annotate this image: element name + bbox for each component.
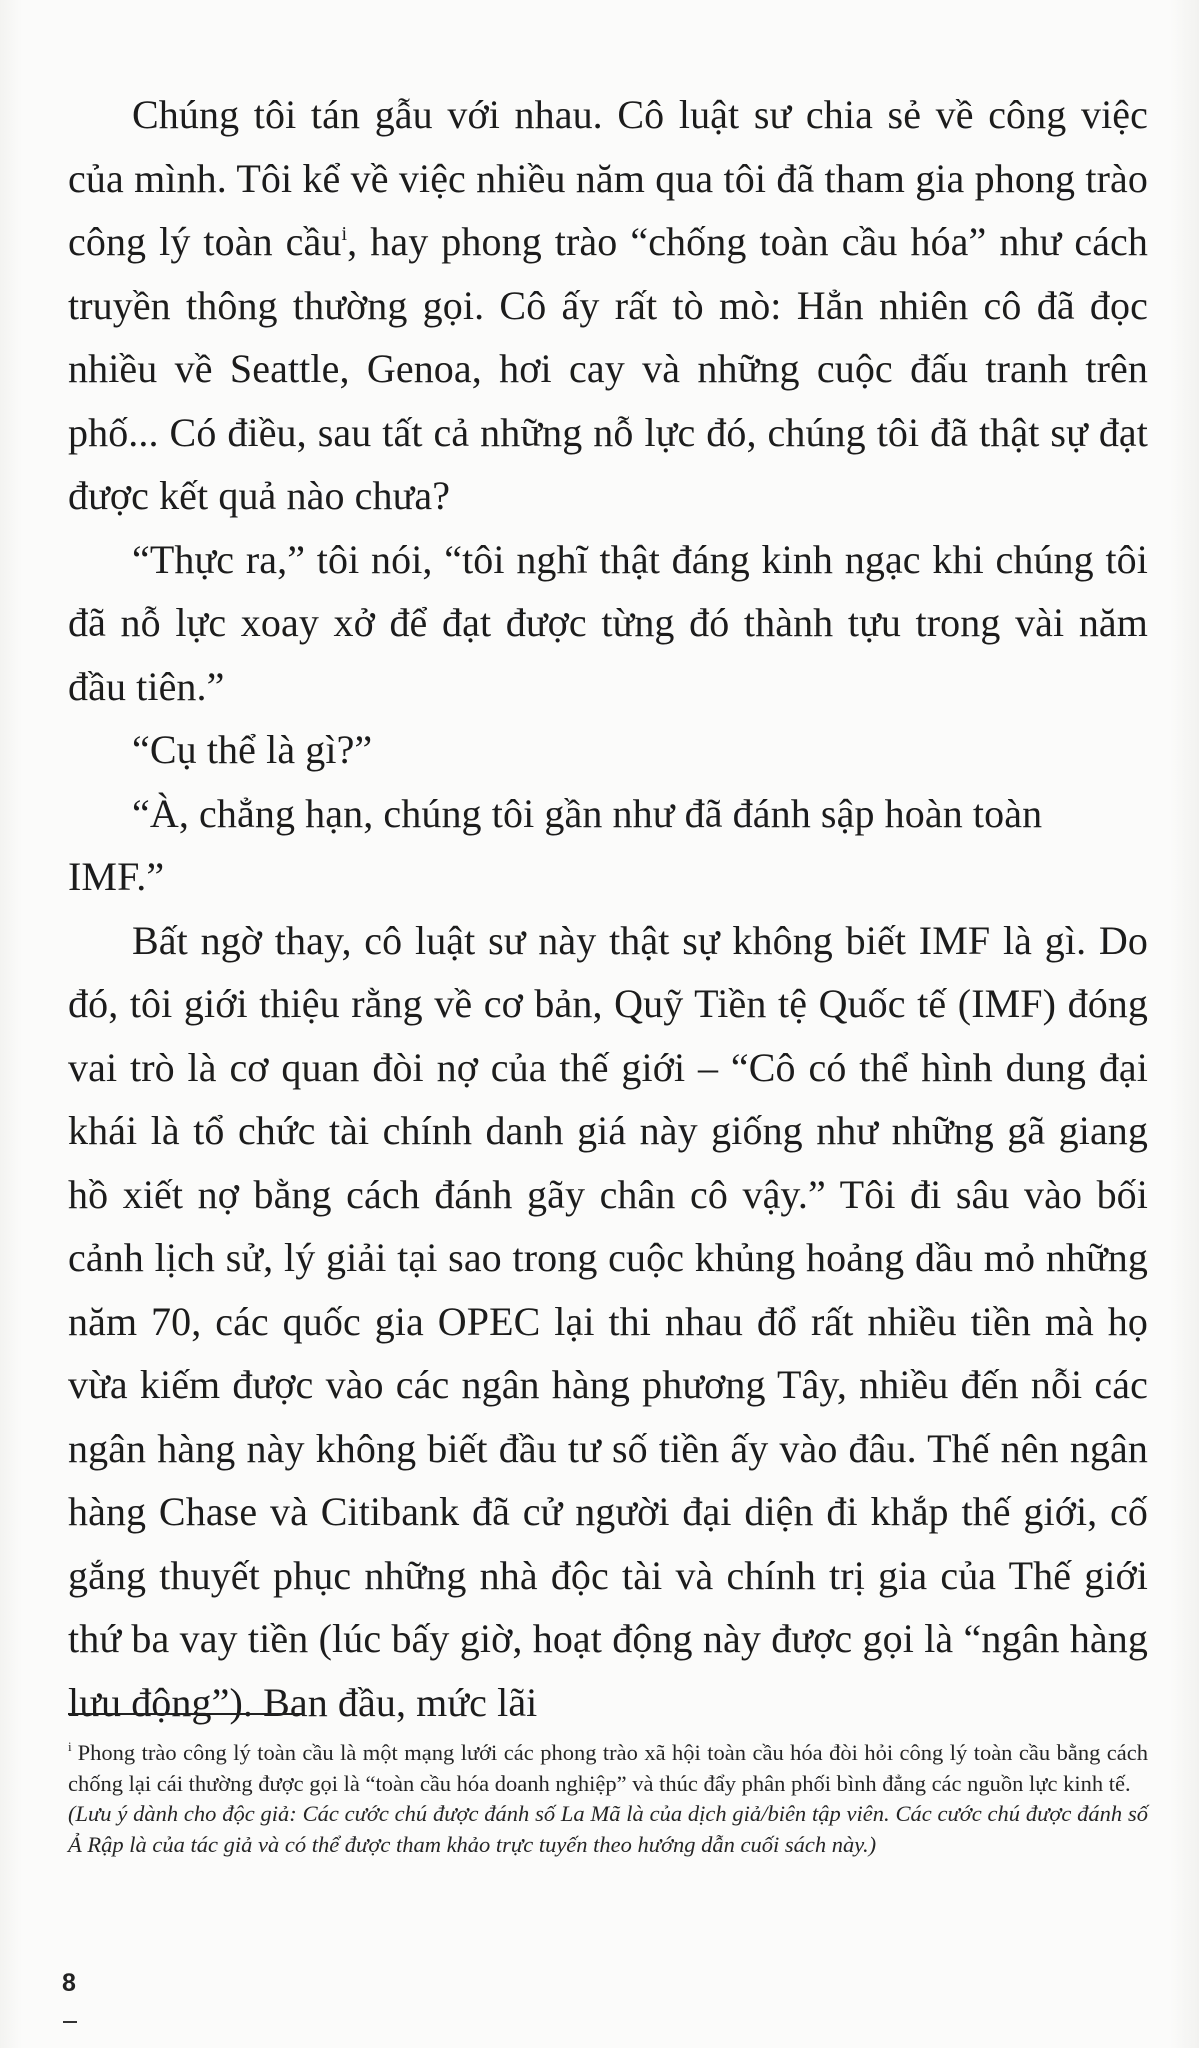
paragraph-2: “Thực ra,” tôi nói, “tôi nghĩ thật đáng kinh ngạc khi chúng tôi đã nỗ lực xoay xở để đạt được từng đó thành tựu trong vài năm đầu tiên.” xyxy=(68,536,1148,709)
footnote-divider xyxy=(68,1713,304,1715)
footnote xyxy=(68,1738,1148,1860)
paragraph-1-text-before-ref: Chúng tôi tán gẫu với nhau. Cô luật sư chia sẻ về công việc của mình. Tôi kể về việc nhiều năm qua tôi đã tham gia phong trào công lý toàn cầu xyxy=(68,92,1148,264)
paragraph-1-text-after-ref: , hay phong trào “chống toàn cầu hóa” như cách truyền thông thường gọi. Cô ấy rất tò mò: Hẳn nhiên cô đã đọc nhiều về Seattle, Genoa, hơi cay và những cuộc đấu tranh trên phố... Có điều, sau tất cả những nỗ lực đó, chúng tôi đã thật sự đạt được kết quả nào chưa? xyxy=(68,219,1149,518)
paragraph-5: Bất ngờ thay, cô luật sư này thật sự không biết IMF là gì. Do đó, tôi giới thiệu rằng về cơ bản, Quỹ Tiền tệ Quốc tế (IMF) đóng vai trò là cơ quan đòi nợ của thế giới – “Cô có thể hình dung đại khái là tổ chức tài chính danh giá này giống như những gã giang hồ xiết nợ bằng cách đánh gãy chân cô vậy.” Tôi đi sâu vào bối cảnh lịch sử, lý giải tại sao trong cuộc khủng hoảng dầu mỏ những năm 70, các quốc gia OPEC lại thi nhau đổ rất nhiều tiền mà họ vừa kiếm được vào các ngân hàng phương Tây, nhiều đến nỗi các ngân hàng này không biết đầu tư số tiền ấy vào đâu. Thế nên ngân hàng Chase và Citibank đã cử người đại diện đi khắp thế giới, cố gắng thuyết phục những nhà độc tài và chính trị gia của Thế giới thứ ba vay tiền (lúc bấy giờ, hoạt động này được gọi là “ngân hàng lưu động”). Ban đầu, mức lãi xyxy=(68,917,1148,1725)
footnote-reader-note: (Lưu ý dành cho độc giả: Các cước chú được đánh số La Mã là của dịch giả/biên tập viên. Các cước chú được đánh số Ả Rập là của tác giả và có thể được tham khảo trực tuyến theo hướng dẫn cuối sách này.) xyxy=(68,1801,1148,1857)
footnote-body xyxy=(68,1738,1148,1799)
body-text xyxy=(68,83,1148,1734)
page-number: 8 xyxy=(62,1969,76,1997)
footnote-marker: i xyxy=(68,1739,72,1754)
paragraph-4: “À, chẳng hạn, chúng tôi gần như đã đánh sập hoàn toàn IMF.” xyxy=(68,790,1043,899)
paragraph-3: “Cụ thể là gì?” xyxy=(132,727,373,772)
footnote-text: Phong trào công lý toàn cầu là một mạng lưới các phong trào xã hội toàn cầu hóa đòi hỏi công lý toàn cầu bằng cách chống lại cái thường được gọi là “toàn cầu hóa doanh nghiệp” và thúc đẩy phân phối bình đẳng các nguồn lực kinh tế. xyxy=(68,1740,1148,1796)
paragraph-1 xyxy=(68,83,1148,528)
footnote-reference-marker: i xyxy=(341,223,348,245)
page-number-underline xyxy=(63,2021,77,2023)
